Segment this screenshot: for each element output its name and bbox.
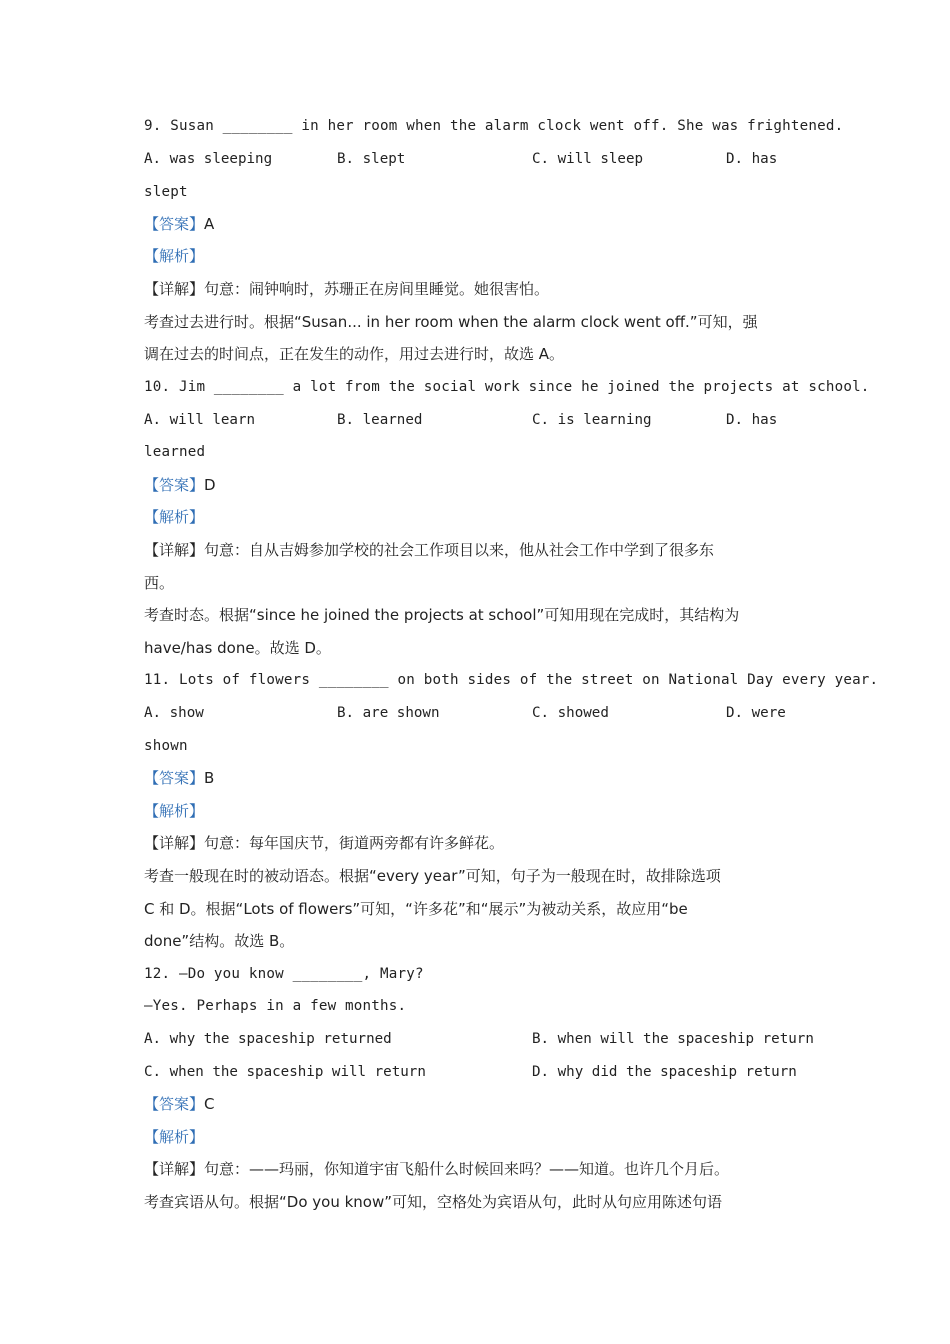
q11-option-c: C. showed [532, 705, 609, 721]
q12-option-c: C. when the spaceship will return [144, 1064, 426, 1080]
q12-stem: 12. —Do you know ________, Mary? [144, 966, 424, 982]
q9-option-d-wrap: slept [144, 184, 188, 200]
q10-answer [144, 475, 216, 495]
detail-label: 【详解】 [144, 834, 205, 852]
q11-explanation-1: 考查一般现在时的被动语态。根据“every year”可知，句子为一般现在时，故排除选项 [144, 867, 721, 885]
sentence-meaning: 句意：闹钟响时，苏珊正在房间里睡觉。她很害怕。 [204, 280, 550, 298]
q11-option-d-wrap: shown [144, 738, 188, 754]
q11-stem: 11. Lots of flowers ________ on both sides of the street on National Day every year. [144, 672, 879, 688]
q10-option-a: A. will learn [144, 412, 256, 428]
q10-option-d-wrap: learned [144, 444, 206, 460]
q10-explanation-1: 考查时态。根据“since he joined the projects at school”可知用现在完成时，其结构为 [144, 606, 740, 624]
q9-option-d: D. has [726, 151, 778, 167]
q9-answer [144, 214, 214, 234]
answer-value: D [204, 476, 216, 494]
q9-analysis-label: 【解析】 [144, 247, 205, 265]
sentence-meaning: 句意：每年国庆节，街道两旁都有许多鲜花。 [204, 834, 505, 852]
sentence-meaning: 句意：——玛丽，你知道宇宙飞船什么时候回来吗？——知道。也许几个月后。 [204, 1160, 730, 1178]
q12-option-d: D. why did the spaceship return [532, 1064, 797, 1080]
q12-analysis-label: 【解析】 [144, 1128, 205, 1146]
q9-explanation-2: 调在过去的时间点，正在发生的动作，用过去进行时，故选 A。 [144, 345, 565, 363]
q12-option-a: A. why the spaceship returned [144, 1031, 392, 1047]
q9-stem: 9. Susan ________ in her room when the alarm clock went off. She was frightened. [144, 118, 844, 134]
q12-explanation-1: 考查宾语从句。根据“Do you know”可知，空格处为宾语从句，此时从句应用陈述句语 [144, 1193, 723, 1211]
q12-option-b: B. when will the spaceship return [532, 1031, 814, 1047]
answer-value: A [204, 215, 215, 233]
q11-explanation-2: C 和 D。根据“Lots of flowers”可知，“许多花”和“展示”为被动关系，故应用“be [144, 900, 688, 918]
q10-explanation-2: have/has done。故选 D。 [144, 639, 331, 657]
q9-option-b: B. slept [337, 151, 406, 167]
q10-option-c: C. is learning [532, 412, 652, 428]
q11-option-d: D. were [726, 705, 786, 721]
answer-value: C [204, 1095, 215, 1113]
q9-option-a: A. was sleeping [144, 151, 273, 167]
q9-detail [144, 279, 549, 299]
q11-detail [144, 833, 504, 853]
answer-label: 【答案】 [144, 476, 205, 494]
detail-label: 【详解】 [144, 1160, 205, 1178]
detail-label: 【详解】 [144, 541, 205, 559]
q9-option-c: C. will sleep [532, 151, 644, 167]
q10-analysis-label: 【解析】 [144, 508, 205, 526]
q10-meaning-wrap: 西。 [144, 574, 175, 592]
q11-option-a: A. show [144, 705, 204, 721]
answer-label: 【答案】 [144, 769, 205, 787]
q12-reply: —Yes. Perhaps in a few months. [144, 998, 407, 1014]
q11-explanation-3: done”结构。故选 B。 [144, 932, 295, 950]
q11-analysis-label: 【解析】 [144, 802, 205, 820]
q9-explanation-1: 考查过去进行时。根据“Susan... in her room when the alarm clock went off.”可知，强 [144, 313, 758, 331]
q10-option-b: B. learned [337, 412, 423, 428]
q12-detail [144, 1159, 729, 1179]
q12-answer [144, 1094, 215, 1114]
q10-option-d: D. has [726, 412, 778, 428]
q10-stem: 10. Jim ________ a lot from the social work since he joined the projects at school. [144, 379, 870, 395]
answer-label: 【答案】 [144, 1095, 205, 1113]
answer-value: B [204, 769, 215, 787]
detail-label: 【详解】 [144, 280, 205, 298]
q11-answer [144, 768, 214, 788]
q10-detail [144, 540, 714, 560]
answer-label: 【答案】 [144, 215, 205, 233]
sentence-meaning: 句意：自从吉姆参加学校的社会工作项目以来，他从社会工作中学到了很多东 [204, 541, 715, 559]
q11-option-b: B. are shown [337, 705, 440, 721]
